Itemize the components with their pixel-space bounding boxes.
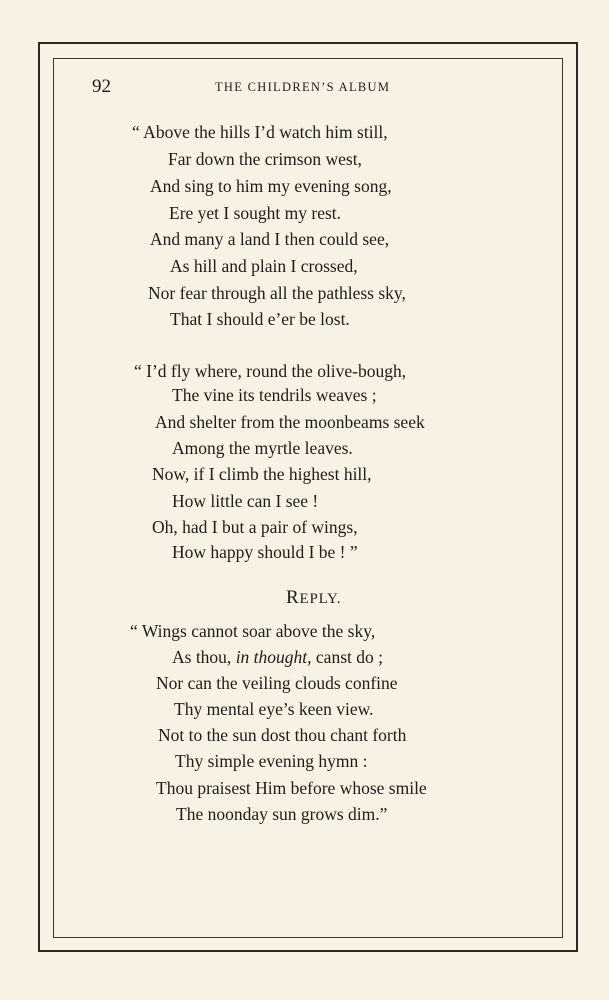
verse-line: Among the myrtle leaves. (172, 438, 353, 458)
verse-line: Thy mental eye’s keen view. (174, 699, 374, 719)
verse-line: And sing to him my evening song, (150, 176, 392, 196)
verse-line: “ Above the hills I’d watch him still, (132, 122, 388, 142)
verse-line: That I should e’er be lost. (170, 309, 350, 329)
reply-heading (286, 588, 341, 609)
verse-line: The noonday sun grows dim.” (176, 804, 388, 824)
verse-line: “ I’d fly where, round the olive-bough, (134, 361, 407, 381)
verse-line: Thy simple evening hymn : (175, 751, 368, 771)
verse-line: How happy should I be ! ” (172, 542, 358, 562)
page-header (92, 76, 462, 98)
verse-line: As hill and plain I crossed, (170, 256, 358, 276)
verse-line: “ Wings cannot soar above the sky, (130, 621, 376, 641)
verse-line: The vine its tendrils weaves ; (172, 385, 377, 405)
verse-line: Nor fear through all the pathless sky, (148, 283, 406, 303)
italic-phrase: in thought, (235, 647, 312, 667)
page-number: 92 (92, 76, 111, 97)
verse-line: Not to the sun dost thou chant forth (158, 725, 407, 745)
verse-line: Nor can the veiling clouds confine (156, 673, 398, 693)
verse-line: Now, if I climb the highest hill, (152, 464, 372, 484)
verse-text: As thou, (172, 647, 236, 667)
verse-line: How little can I see ! (172, 491, 319, 511)
verse-text: canst do ; (311, 647, 383, 667)
verse-line: Ere yet I sought my rest. (169, 203, 342, 223)
verse-line-with-italic (172, 646, 383, 668)
reply-heading-rest: EPLY. (299, 591, 342, 607)
running-title: THE CHILDREN’S ALBUM (215, 80, 391, 94)
verse-line: Oh, had I but a pair of wings, (152, 517, 358, 537)
verse-line: Thou praisest Him before whose smile (156, 778, 427, 798)
verse-line: And many a land I then could see, (150, 229, 390, 249)
reply-heading-initial: R (286, 587, 300, 608)
verse-line: And shelter from the moonbeams seek (155, 412, 425, 432)
verse-line: Far down the crimson west, (168, 149, 362, 169)
